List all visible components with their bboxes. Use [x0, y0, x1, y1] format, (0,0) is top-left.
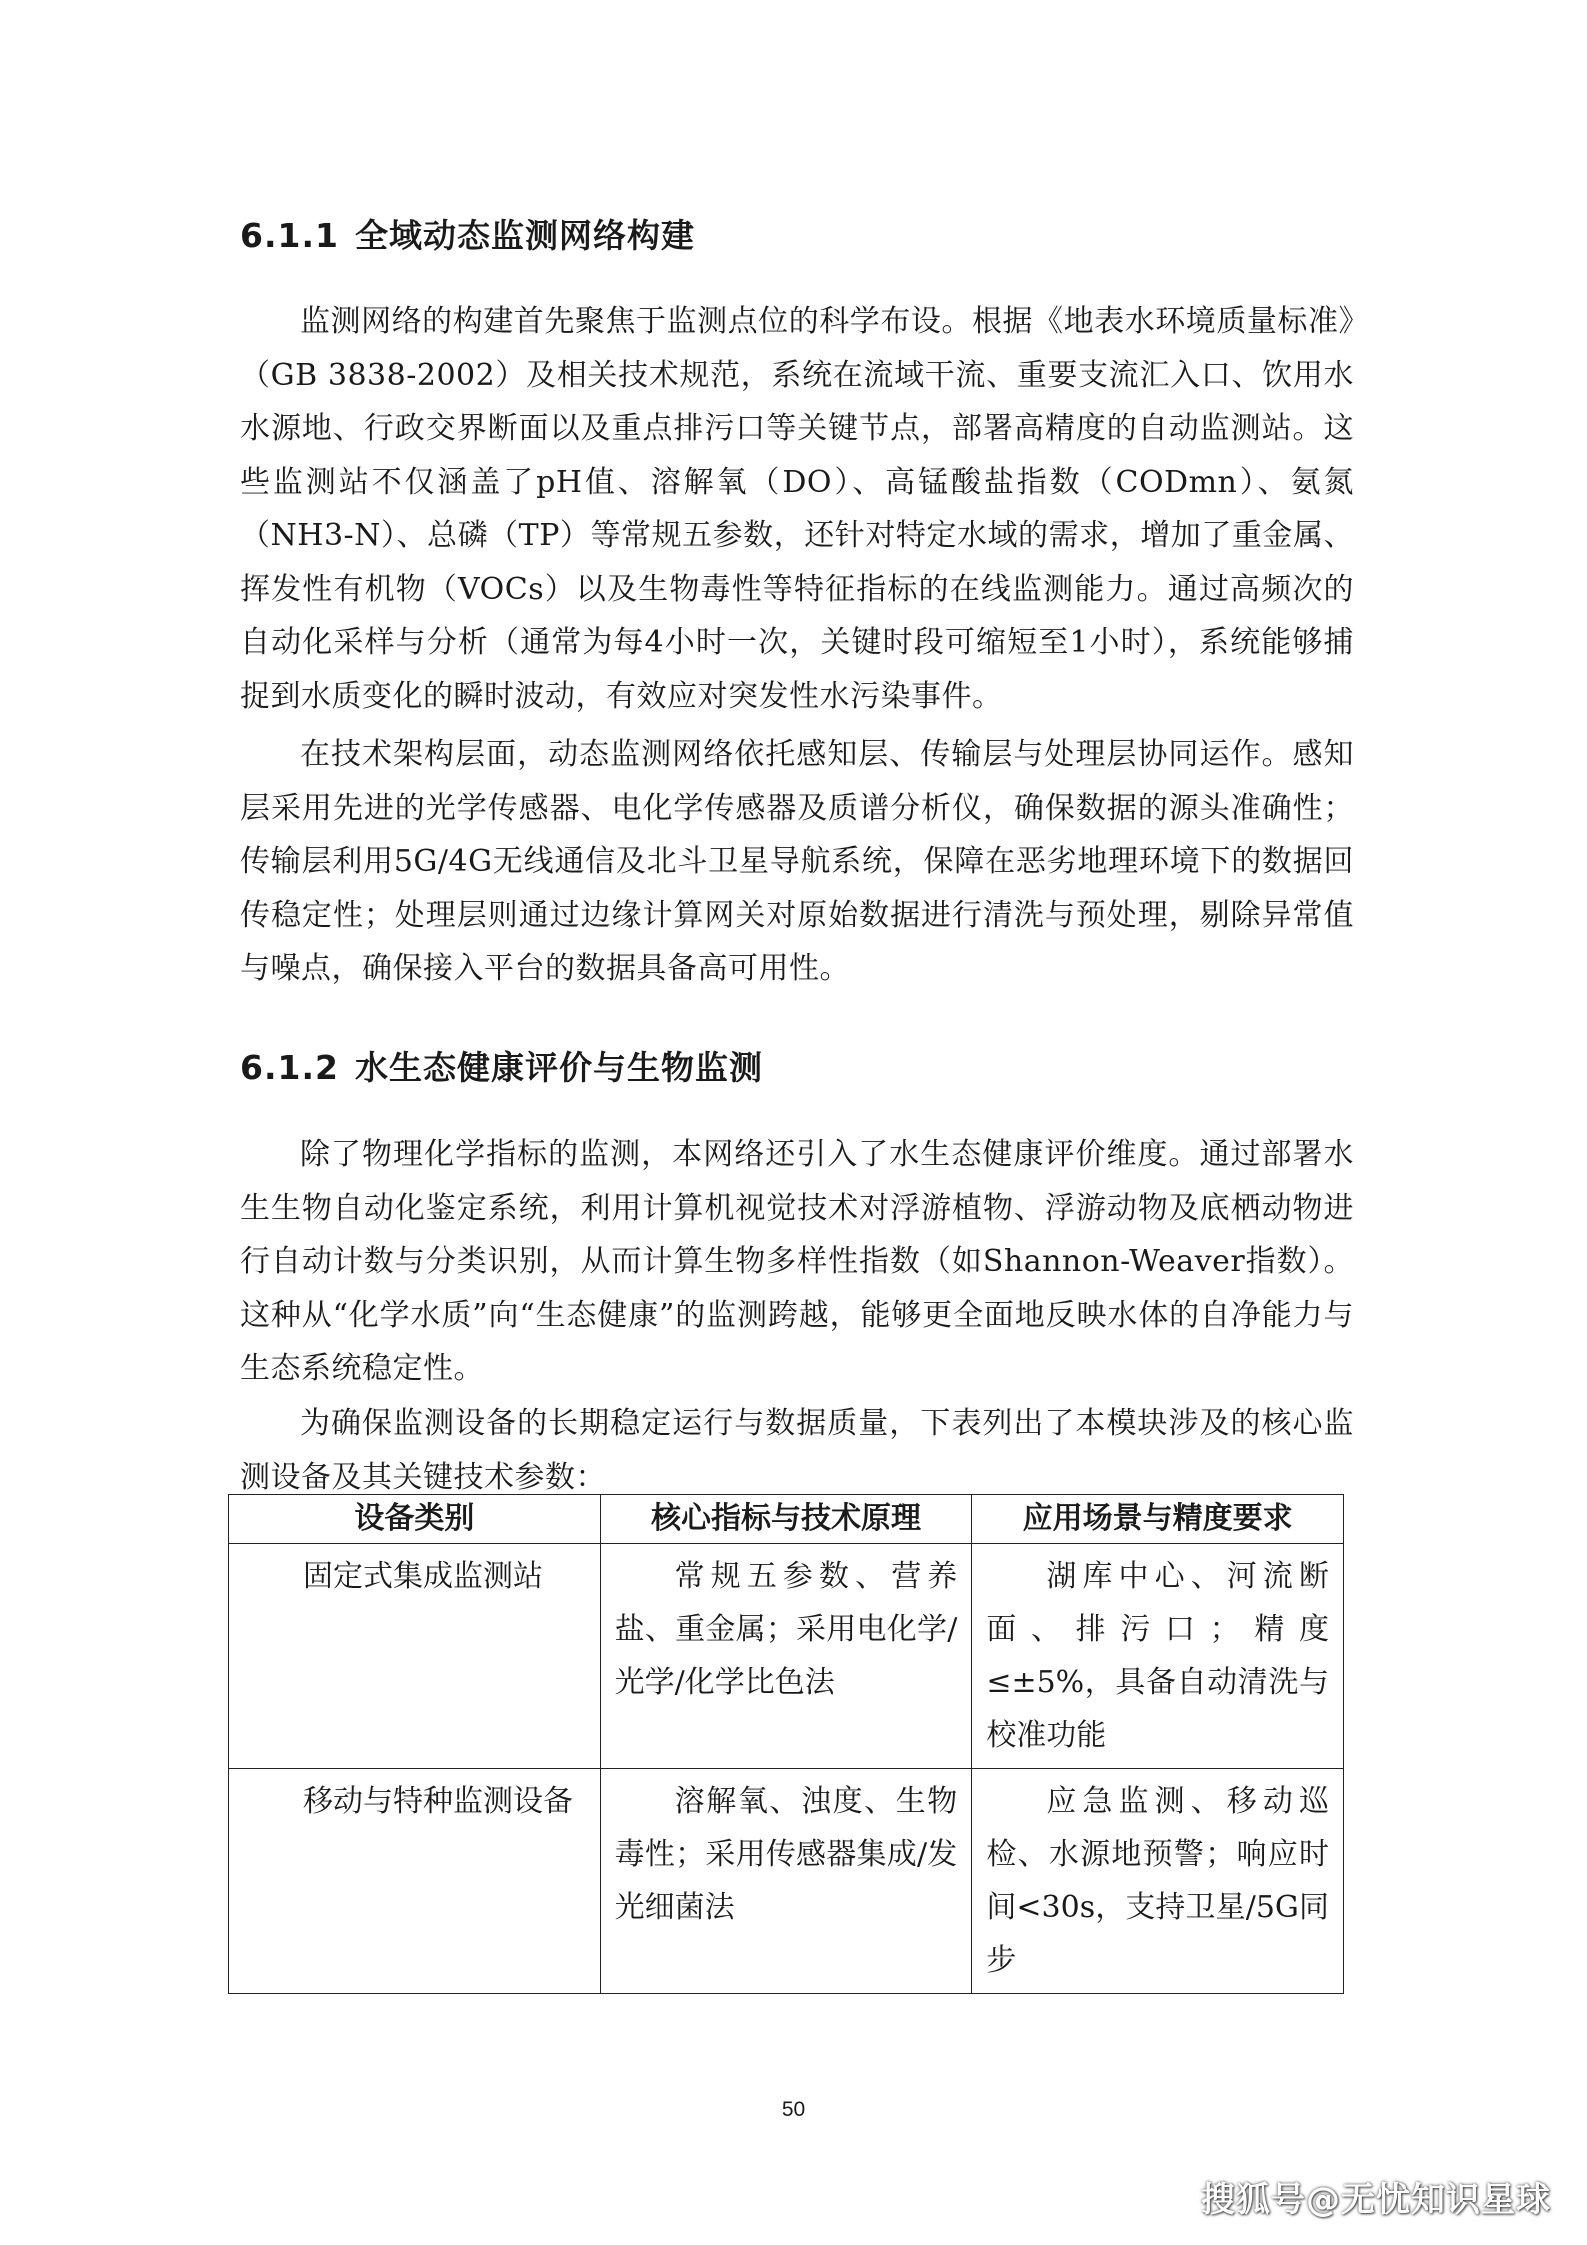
- paragraph: 监测网络的构建首先聚焦于监测点位的科学布设。根据《地表水环境质量标准》（GB 3838-2002）及相关技术规范，系统在流域干流、重要支流汇入口、饮用水水源地、行政交界断面以及重点排污口等关键节点，部署高精度的自动监测站。这些监测站不仅涵盖了pH值、溶解氧（DO）、高锰酸盐指数（CODmn）、氨氮（NH3-N）、总磷（TP）等常规五参数，还针对特定水域的需求，增加了重金属、挥发性有机物（VOCs）以及生物毒性等特征指标的在线监测能力。通过高频次的自动化采样与分析（通常为每4小时一次，关键时段可缩短至1小时），系统能够捕捉到水质变化的瞬时波动，有效应对突发性水污染事件。: [240, 304, 1354, 714]
- table-row: [229, 1544, 1344, 1769]
- cell-text: 常规五参数、营养盐、重金属；采用电化学/光学/化学比色法: [614, 1559, 958, 1700]
- cell-text: 应急监测、移动巡检、水源地预警；响应时间<30s，支持卫星/5G同步: [986, 1784, 1329, 1978]
- section-title: 水生态健康评价与生物监测: [354, 1048, 763, 1087]
- section-number: 6.1.1: [240, 216, 339, 255]
- table-header-cell: 设备类别: [229, 1495, 601, 1544]
- table-cell: [972, 1544, 1344, 1769]
- source-watermark: 搜狐号@无忧知识星球: [1201, 2180, 1551, 2220]
- section-number: 6.1.2: [240, 1048, 339, 1087]
- table-header-row: [229, 1495, 1344, 1544]
- table-cell: [600, 1544, 972, 1769]
- page-number: 50: [781, 2098, 806, 2121]
- table-cell: [972, 1769, 1344, 1994]
- section-title: 全域动态监测网络构建: [354, 216, 695, 255]
- section-heading-6-1-2: [240, 1042, 763, 1089]
- equipment-table: [228, 1494, 1344, 1994]
- section-heading-6-1-1: [240, 210, 695, 257]
- table-header-cell: 应用场景与精度要求: [972, 1495, 1344, 1544]
- cell-text: 移动与特种监测设备: [303, 1784, 573, 1819]
- table-cell: [229, 1769, 601, 1994]
- paragraph: 在技术架构层面，动态监测网络依托感知层、传输层与处理层协同运作。感知层采用先进的光学传感器、电化学传感器及质谱分析仪，确保数据的源头准确性；传输层利用5G/4G无线通信及北斗卫星导航系统，保障在恶劣地理环境下的数据回传稳定性；处理层则通过边缘计算网关对原始数据进行清洗与预处理，剔除异常值与噪点，确保接入平台的数据具备高可用性。: [240, 737, 1354, 986]
- cell-text: 溶解氧、浊度、生物毒性；采用传感器集成/发光细菌法: [614, 1784, 958, 1925]
- table-cell: [600, 1769, 972, 1994]
- paragraph: 为确保监测设备的长期稳定运行与数据质量，下表列出了本模块涉及的核心监测设备及其关键技术参数：: [240, 1406, 1354, 1495]
- table-cell: [229, 1544, 601, 1769]
- table-row: [229, 1769, 1344, 1994]
- paragraph: 除了物理化学指标的监测，本网络还引入了水生态健康评价维度。通过部署水生生物自动化鉴定系统，利用计算机视觉技术对浮游植物、浮游动物及底栖动物进行自动计数与分类识别，从而计算生物多样性指数（如Shannon-Weaver指数）。这种从“化学水质”向“生态健康”的监测跨越，能够更全面地反映水体的自净能力与生态系统稳定性。: [240, 1137, 1354, 1386]
- table-header-cell: 核心指标与技术原理: [600, 1495, 972, 1544]
- cell-text: 湖库中心、河流断面、排污口；精度≤±5%，具备自动清洗与校准功能: [986, 1559, 1329, 1753]
- cell-text: 固定式集成监测站: [303, 1559, 543, 1594]
